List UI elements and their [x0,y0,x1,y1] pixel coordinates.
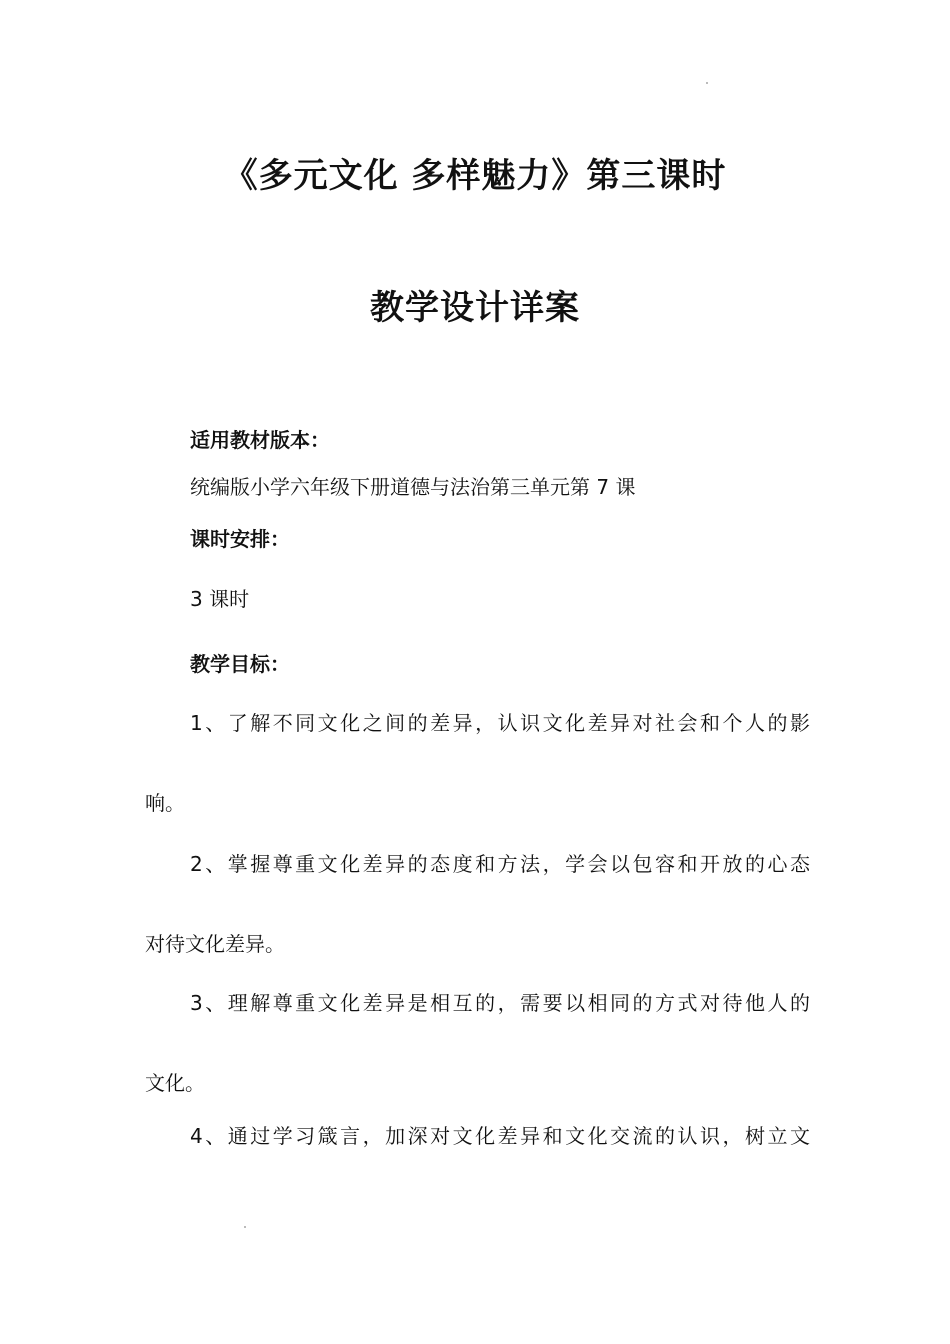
goal-line-continued: 响。 [145,791,185,815]
goal-line-continued: 对待文化差异。 [145,932,285,956]
document-title-line1: 《多元文化 多样魅力》第三课时 [223,156,727,196]
goal-line: 1、了解不同文化之间的差异，认识文化差异对社会和个人的影 [190,711,810,735]
goal-line-continued: 文化。 [145,1071,205,1095]
document-title-line2: 教学设计详案 [370,288,580,328]
scan-speck [706,82,708,84]
goal-line: 3、理解尊重文化差异是相互的，需要以相同的方式对待他人的 [190,991,810,1015]
goal-item [145,683,810,843]
textbook-label: 适用教材版本： [190,428,330,452]
goal-item [145,1096,810,1176]
goal-line: 4、通过学习箴言，加深对文化差异和文化交流的认识，树立文 [190,1124,810,1148]
goals-label: 教学目标： [190,652,290,676]
goal-item [145,824,810,984]
scan-speck [244,1226,246,1228]
schedule-value: 3 课时 [190,587,250,611]
goal-line: 2、掌握尊重文化差异的态度和方法，学会以包容和开放的心态 [190,852,810,876]
textbook-value: 统编版小学六年级下册道德与法治第三单元第 7 课 [190,475,636,499]
schedule-label: 课时安排： [190,527,290,551]
